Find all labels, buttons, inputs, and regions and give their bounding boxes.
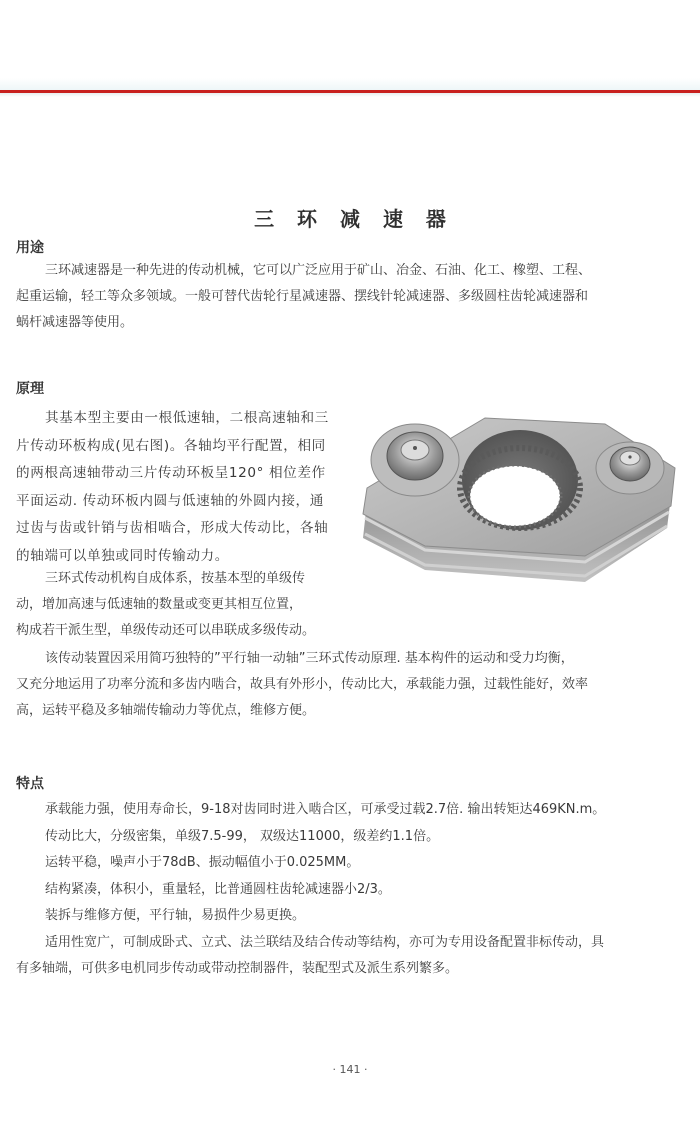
text-line: 其基本型主要由一根低速轴，二根高速轴和三 [45, 410, 329, 426]
feature-item: 传动比大，分级密集，单级7.5-99， 双级达11000，级差约1.1倍。 [45, 828, 440, 844]
text-line: 起重运输，轻工等众多领域。一般可替代齿轮行星减速器、摆线针轮减速器、多级圆柱齿轮减速器和 [16, 289, 589, 304]
text-line: 三环式传动机构自成体系，按基本型的单级传 [45, 571, 306, 586]
section-heading-features: 特点 [16, 776, 44, 792]
text-line: 的两根高速轴带动三片传动环板呈120° 相位差作 [16, 465, 326, 482]
text-line: 蜗杆减速器等使用。 [16, 315, 134, 330]
text-line: 构成若干派生型，单级传动还可以串联成多级传动。 [16, 623, 316, 638]
header-rule-shadow [0, 93, 700, 97]
usage-paragraph [16, 258, 686, 336]
text-line: 平面运动. 传动环板内圆与低速轴的外圆内接，通 [16, 492, 324, 509]
gear-plate-icon [355, 410, 690, 590]
text-line: 过齿与齿或针销与齿相啮合，形成大传动比，各轴 [16, 520, 329, 537]
feature-item: 结构紧凑，体积小，重量轻，比普通圆柱齿轮减速器小2/3。 [45, 881, 391, 897]
text-line: 又充分地运用了功率分流和多齿内啮合，故具有外形小，传动比大，承载能力强，过载性能好，效率 [16, 677, 589, 692]
text-line: 片传动环板构成(见右图)。各轴均平行配置，相同 [16, 437, 326, 454]
text-line: 该传动装置因采用简巧独特的”平行轴一动轴”三环式传动原理. 基本构件的运动和受力均衡， [45, 651, 574, 666]
principle-paragraph-3 [16, 646, 686, 724]
page-number: · 141 · [332, 1063, 368, 1076]
feature-item: 适用性宽广，可制成卧式、立式、法兰联结及结合传动等结构，亦可为专用设备配置非标传动，具 [45, 934, 605, 950]
text-line: 的轴端可以单独或同时传输动力。 [16, 547, 229, 564]
feature-item-continuation: 有多轴端，可供多电机同步传动或带动控制器件，装配型式及派生系列繁多。 [16, 961, 459, 976]
text-line: 三环减速器是一种先进的传动机械，它可以广泛应用于矿山、冶金、石油、化工、橡塑、工程、 [45, 263, 592, 278]
page-title: 三 环 减 速 器 [254, 207, 454, 231]
section-heading-usage: 用途 [16, 240, 44, 256]
text-line: 动，增加高速与低速轴的数量或变更其相互位置， [16, 597, 303, 612]
reducer-ring-plate-illustration [355, 410, 690, 590]
principle-paragraph-2 [16, 566, 361, 644]
text-line: 高，运转平稳及多轴端传输动力等优点，维修方便。 [16, 703, 316, 718]
features-list [16, 797, 686, 983]
section-heading-principle: 原理 [16, 381, 44, 397]
header-shade [0, 78, 700, 90]
feature-item: 承载能力强，使用寿命长，9-18对齿同时进入啮合区，可承受过载2.7倍. 输出转矩达469KN.m。 [45, 802, 606, 817]
feature-item: 装拆与维修方便，平行轴，易损件少易更换。 [45, 908, 306, 923]
principle-paragraph-1 [16, 405, 361, 571]
feature-item: 运转平稳，噪声小于78dB、振动幅值小于0.025MM。 [45, 855, 360, 870]
